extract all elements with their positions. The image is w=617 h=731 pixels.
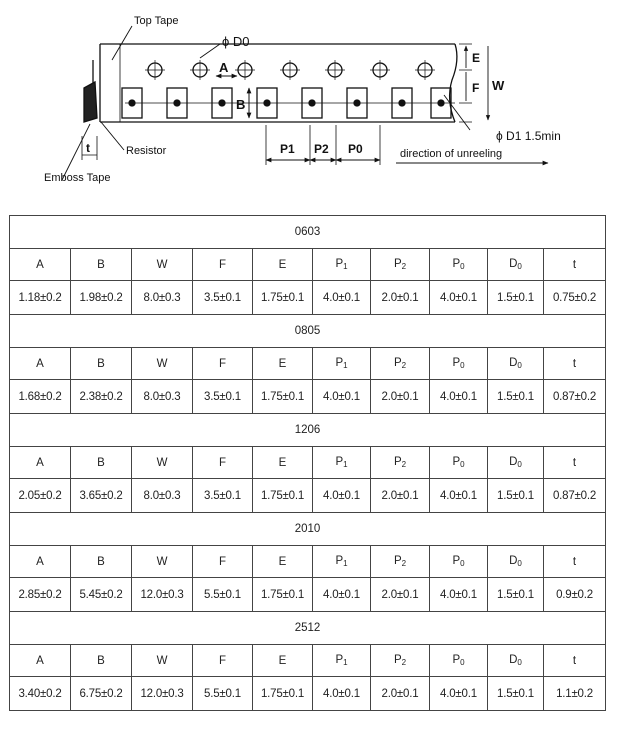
column-header (10, 645, 71, 677)
column-header (488, 249, 544, 281)
column-header (488, 447, 544, 479)
dimension-value: 3.40±0.2 (10, 677, 71, 711)
label-p2: P2 (314, 142, 329, 156)
column-header (371, 249, 430, 281)
column-header (371, 546, 430, 578)
dimension-value: 8.0±0.3 (132, 479, 193, 513)
column-header (544, 546, 606, 578)
header-subscript: 2 (401, 460, 407, 469)
dimension-value: 1.5±0.1 (488, 578, 544, 612)
header-subscript: 0 (460, 658, 465, 667)
header-subscript: 2 (401, 559, 407, 568)
header-symbol: B (97, 258, 105, 271)
dimension-value: 4.0±0.1 (430, 677, 488, 711)
column-header (132, 447, 193, 479)
header-symbol: F (218, 456, 227, 469)
label-e: E (472, 51, 481, 65)
column-header (193, 645, 253, 677)
size-code: 0603 (10, 216, 606, 249)
dimension-value: 2.0±0.1 (371, 281, 430, 315)
column-header (132, 645, 193, 677)
dimension-value: 2.05±0.2 (10, 479, 71, 513)
size-section-row (10, 414, 606, 447)
column-header (10, 348, 71, 380)
header-subscript: 0 (460, 262, 465, 271)
header-symbol: E (278, 357, 287, 370)
header-symbol: P (393, 555, 402, 567)
header-subscript: 1 (343, 361, 348, 370)
column-header (132, 546, 193, 578)
label-emboss-tape: Emboss Tape (44, 172, 111, 184)
dimension-value: 4.0±0.1 (430, 578, 488, 612)
dimension-value: 8.0±0.3 (132, 380, 193, 414)
header-symbol: E (278, 258, 287, 271)
sprocket-crosshair (145, 60, 165, 80)
header-symbol: P (335, 456, 344, 468)
label-p0: P0 (348, 142, 363, 156)
header-symbol: D (509, 654, 518, 666)
dimension-value: 4.0±0.1 (430, 380, 488, 414)
tape-reel-diagram (0, 0, 617, 200)
dimension-value: 1.75±0.1 (253, 281, 313, 315)
column-header (253, 249, 313, 281)
label-resistor: Resistor (126, 145, 167, 157)
dimension-value: 2.85±0.2 (10, 578, 71, 612)
size-section-row (10, 216, 606, 249)
header-subscript: 2 (401, 658, 407, 667)
dimension-value: 4.0±0.1 (313, 479, 371, 513)
dimension-value: 2.0±0.1 (371, 479, 430, 513)
header-symbol: P (393, 357, 402, 369)
header-subscript: 0 (517, 262, 522, 271)
column-header (430, 249, 488, 281)
value-row (10, 380, 606, 414)
value-row (10, 479, 606, 513)
dimension-value: 5.5±0.1 (193, 677, 253, 711)
column-header (313, 447, 371, 479)
column-header (193, 447, 253, 479)
column-header (313, 249, 371, 281)
column-header (71, 348, 132, 380)
size-code: 1206 (10, 414, 606, 447)
header-symbol: E (278, 456, 287, 469)
label-t: t (86, 141, 90, 155)
dimension-value: 1.75±0.1 (253, 677, 313, 711)
column-header (544, 249, 606, 281)
column-header (71, 249, 132, 281)
dimension-value: 4.0±0.1 (430, 479, 488, 513)
dimension-value: 4.0±0.1 (313, 677, 371, 711)
column-header (193, 249, 253, 281)
header-subscript: 1 (343, 460, 348, 469)
header-symbol: B (97, 555, 105, 568)
size-code: 2010 (10, 513, 606, 546)
header-symbol: t (572, 555, 577, 568)
header-symbol: t (572, 654, 577, 667)
column-header (71, 546, 132, 578)
column-header (193, 348, 253, 380)
header-subscript: 1 (343, 658, 348, 667)
header-symbol: W (156, 258, 168, 271)
column-header (488, 348, 544, 380)
sprocket-crosshair (370, 60, 390, 80)
dimension-value: 0.9±0.2 (544, 578, 606, 612)
dimension-value: 1.98±0.2 (71, 281, 132, 315)
dimension-value: 1.5±0.1 (488, 380, 544, 414)
size-section-row (10, 513, 606, 546)
header-symbol: F (218, 555, 227, 568)
column-header (10, 249, 71, 281)
label-b: B (236, 97, 246, 112)
header-row (10, 447, 606, 479)
dimension-value: 2.38±0.2 (71, 380, 132, 414)
column-header (132, 348, 193, 380)
header-row (10, 348, 606, 380)
header-subscript: 1 (343, 262, 348, 271)
column-header (313, 645, 371, 677)
label-f: F (472, 81, 480, 95)
dimension-value: 2.0±0.1 (371, 677, 430, 711)
dimension-value: 1.5±0.1 (488, 479, 544, 513)
header-symbol: W (156, 654, 168, 667)
dimension-value: 1.68±0.2 (10, 380, 71, 414)
header-symbol: t (572, 357, 577, 370)
column-header (430, 447, 488, 479)
dimension-value: 5.45±0.2 (71, 578, 132, 612)
dimension-value: 4.0±0.1 (313, 281, 371, 315)
dimension-value: 3.5±0.1 (193, 281, 253, 315)
header-symbol: P (452, 654, 461, 666)
header-symbol: P (335, 654, 344, 666)
header-subscript: 2 (401, 361, 407, 370)
header-row (10, 546, 606, 578)
sprocket-crosshair (280, 60, 300, 80)
header-symbol: D (509, 258, 518, 270)
column-header (371, 645, 430, 677)
value-row (10, 578, 606, 612)
header-subscript: 2 (401, 262, 407, 271)
column-header (371, 447, 430, 479)
header-symbol: D (509, 357, 518, 369)
header-symbol: F (218, 258, 227, 271)
dimension-value: 5.5±0.1 (193, 578, 253, 612)
column-header (71, 645, 132, 677)
column-header (132, 249, 193, 281)
column-header (544, 447, 606, 479)
header-symbol: F (218, 654, 227, 667)
header-symbol: P (335, 258, 344, 270)
column-header (544, 348, 606, 380)
size-code: 0805 (10, 315, 606, 348)
dimension-value: 1.18±0.2 (10, 281, 71, 315)
label-phi-d0: ϕ D0 (222, 34, 250, 49)
column-header (193, 546, 253, 578)
header-symbol: A (36, 456, 44, 469)
size-code: 2512 (10, 612, 606, 645)
dimension-value: 6.75±0.2 (71, 677, 132, 711)
header-symbol: B (97, 654, 105, 667)
dimension-value: 1.5±0.1 (488, 281, 544, 315)
column-header (488, 645, 544, 677)
dimension-value: 3.5±0.1 (193, 479, 253, 513)
header-symbol: B (97, 456, 105, 469)
dimension-value: 8.0±0.3 (132, 281, 193, 315)
column-header (430, 348, 488, 380)
header-symbol: A (36, 555, 44, 568)
header-subscript: 0 (517, 361, 522, 370)
dimension-value: 4.0±0.1 (430, 281, 488, 315)
header-symbol: D (509, 555, 518, 567)
dimension-value: 0.87±0.2 (544, 479, 606, 513)
label-p1: P1 (280, 142, 295, 156)
sprocket-crosshair (235, 60, 255, 80)
header-subscript: 1 (343, 559, 348, 568)
header-symbol: W (156, 555, 168, 568)
dimension-value: 1.1±0.2 (544, 677, 606, 711)
header-symbol: B (97, 357, 105, 370)
dimension-value: 0.75±0.2 (544, 281, 606, 315)
column-header (253, 447, 313, 479)
dimension-value: 4.0±0.1 (313, 380, 371, 414)
header-symbol: W (156, 456, 168, 469)
header-symbol: P (452, 555, 461, 567)
header-symbol: F (218, 357, 227, 370)
label-direction: direction of unreeling (400, 148, 503, 160)
header-symbol: P (452, 258, 461, 270)
header-subscript: 0 (460, 460, 465, 469)
header-symbol: P (393, 456, 402, 468)
header-symbol: E (278, 654, 287, 667)
dimension-value: 1.75±0.1 (253, 380, 313, 414)
column-header (10, 447, 71, 479)
column-header (71, 447, 132, 479)
header-subscript: 0 (517, 658, 522, 667)
header-symbol: P (452, 357, 461, 369)
sprocket-crosshair (325, 60, 345, 80)
label-a: A (219, 60, 229, 75)
sprocket-crosshair (415, 60, 435, 80)
header-symbol: A (36, 357, 44, 370)
column-header (488, 546, 544, 578)
dimension-value: 2.0±0.1 (371, 578, 430, 612)
header-symbol: P (335, 357, 344, 369)
header-symbol: P (393, 654, 402, 666)
column-header (253, 645, 313, 677)
column-header (430, 546, 488, 578)
sprocket-crosshair (190, 60, 210, 80)
header-symbol: t (572, 456, 577, 469)
column-header (10, 546, 71, 578)
column-header (253, 546, 313, 578)
dimension-value: 1.5±0.1 (488, 677, 544, 711)
header-symbol: P (393, 258, 402, 270)
size-section-row (10, 612, 606, 645)
size-section-row (10, 315, 606, 348)
label-top-tape: Top Tape (134, 15, 179, 27)
tape-dimension-table (9, 215, 606, 711)
header-symbol: A (36, 258, 44, 271)
column-header (313, 546, 371, 578)
value-row (10, 677, 606, 711)
dimension-value: 3.65±0.2 (71, 479, 132, 513)
dimension-value: 0.87±0.2 (544, 380, 606, 414)
header-symbol: D (509, 456, 518, 468)
value-row (10, 281, 606, 315)
dimension-value: 4.0±0.1 (313, 578, 371, 612)
column-header (430, 645, 488, 677)
label-phi-d1: ϕ D1 1.5min (496, 129, 561, 143)
label-w: W (492, 78, 505, 93)
column-header (253, 348, 313, 380)
header-symbol: A (36, 654, 44, 667)
dimension-value: 1.75±0.1 (253, 578, 313, 612)
column-header (544, 645, 606, 677)
dimension-value: 2.0±0.1 (371, 380, 430, 414)
header-subscript: 0 (517, 559, 522, 568)
header-symbol: E (278, 555, 287, 568)
header-row (10, 249, 606, 281)
dimension-value: 3.5±0.1 (193, 380, 253, 414)
header-subscript: 0 (460, 361, 465, 370)
header-symbol: P (335, 555, 344, 567)
column-header (371, 348, 430, 380)
column-header (313, 348, 371, 380)
header-symbol: P (452, 456, 461, 468)
dimension-value: 12.0±0.3 (132, 578, 193, 612)
dimension-value: 1.75±0.1 (253, 479, 313, 513)
dimension-value: 12.0±0.3 (132, 677, 193, 711)
header-subscript: 0 (517, 460, 522, 469)
header-symbol: W (156, 357, 168, 370)
header-subscript: 0 (460, 559, 465, 568)
header-symbol: t (572, 258, 577, 271)
header-row (10, 645, 606, 677)
